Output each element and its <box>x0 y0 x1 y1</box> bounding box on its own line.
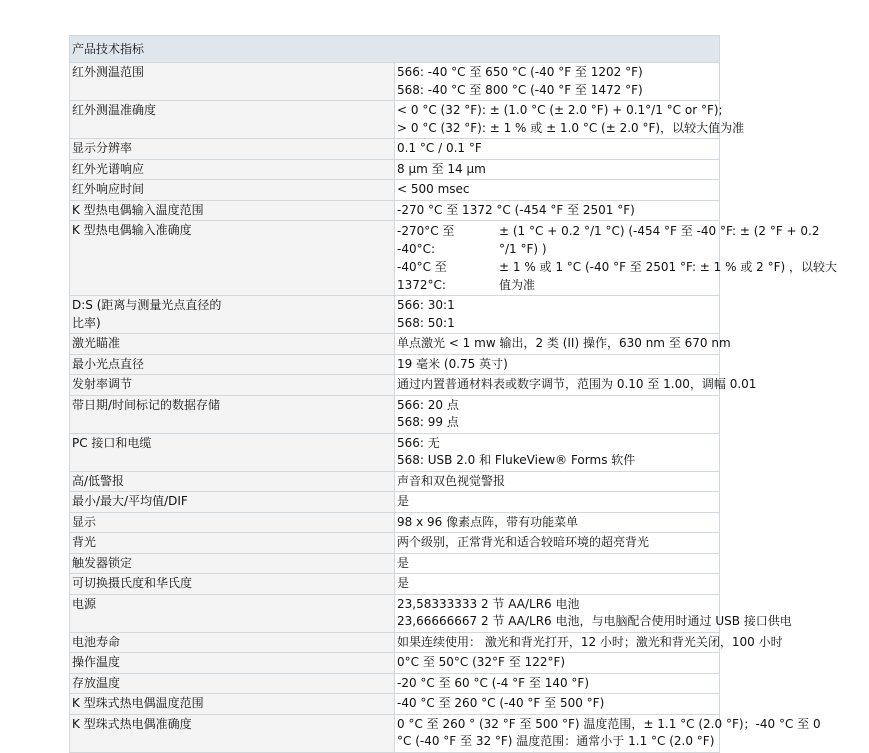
spec-label: PC 接口和电缆 <box>72 435 152 450</box>
table-row <box>70 574 720 595</box>
spec-label: K 型珠式热电偶准确度 <box>72 716 192 731</box>
spec-label: 最小/最大/平均值/DIF <box>72 494 188 508</box>
spec-label-cell <box>70 694 395 715</box>
table-row <box>70 632 720 653</box>
spec-value-cell <box>395 653 720 674</box>
table-row <box>70 492 720 513</box>
spec-value: -40 °C 至 260 °C (-40 °F 至 500 °F) <box>397 696 605 710</box>
spec-value-cell <box>395 334 731 355</box>
spec-value: 566: 20 点 <box>397 397 459 412</box>
spec-label: 最小光点直径 <box>72 356 145 371</box>
spec-label-cell <box>70 200 395 221</box>
spec-value-cell <box>395 533 720 554</box>
spec-value-cell <box>395 139 720 160</box>
spec-value: 0.1 °C / 0.1 °F <box>397 141 482 155</box>
spec-value-cell <box>395 694 720 715</box>
spec-label: 背光 <box>72 535 97 549</box>
spec-label-cell <box>70 471 395 492</box>
spec-label: 红外测温准确度 <box>72 103 157 117</box>
spec-label: 高/低警报 <box>72 473 125 488</box>
table-row <box>70 673 720 694</box>
spec-value-cell <box>395 101 745 139</box>
spec-range-value: ± (1 °C + 0.2 °/1 °C) (-454 °F 至 -40 °F: ± (2 °F + 0.2 <box>499 224 820 238</box>
spec-label-cell <box>70 533 395 554</box>
spec-value: 566: 无 <box>397 435 440 450</box>
spec-label-cell <box>70 221 395 296</box>
spec-label: K 型热电偶输入温度范围 <box>72 202 204 217</box>
table-row <box>70 180 720 201</box>
spec-label-cell <box>70 512 395 533</box>
spec-value: 568: -40 °C 至 800 °C (-40 °F 至 1472 °F) <box>397 82 643 97</box>
spec-label: 红外测温范围 <box>72 65 145 79</box>
table-row <box>70 714 720 752</box>
spec-value-cell <box>395 221 837 296</box>
spec-label: D:S (距离与测量光点直径的 <box>72 298 222 312</box>
spec-label-cell <box>70 180 395 201</box>
spec-label-cell <box>70 139 395 160</box>
spec-label-cell <box>70 375 395 396</box>
spec-value-cell <box>395 471 720 492</box>
spec-value: 单点激光 < 1 mw 输出，2 类 (II) 操作，630 nm 至 670 nm <box>397 336 731 350</box>
spec-value: 如果连续使用： 激光和背光打开，12 小时；激光和背光关闭，100 小时 <box>397 634 783 649</box>
table-row <box>70 221 720 296</box>
spec-label-cell <box>70 101 395 139</box>
spec-label-cell <box>70 594 395 632</box>
spec-value-cell <box>395 63 720 101</box>
spec-label: 电源 <box>72 596 97 611</box>
table-row <box>70 512 720 533</box>
spec-label: 红外光谱响应 <box>72 161 145 176</box>
table-row <box>70 139 720 160</box>
spec-value-cell <box>395 375 757 396</box>
spec-value-cell <box>395 673 720 694</box>
spec-label: 显示分辨率 <box>72 141 133 155</box>
table-row <box>70 375 720 396</box>
spec-label: 电池寿命 <box>72 634 121 649</box>
spec-value: 声音和双色视觉警报 <box>397 473 506 488</box>
spec-label: 带日期/时间标记的数据存储 <box>72 397 221 412</box>
spec-value-cell <box>395 433 720 471</box>
spec-value: 是 <box>397 494 410 508</box>
spec-value: -20 °C 至 60 °C (-4 °F 至 140 °F) <box>397 675 589 690</box>
spec-label-cell <box>70 492 395 513</box>
table-row <box>70 63 720 101</box>
table-row <box>70 553 720 574</box>
table-row <box>70 334 720 355</box>
spec-range-value: ± 1 % 或 1 °C (-40 °F 至 2501 °F: ± 1 % 或 2 °F) ，以较大 <box>499 260 837 274</box>
spec-value-cell <box>395 574 720 595</box>
spec-label-cell <box>70 354 395 375</box>
spec-label-cell <box>70 632 395 653</box>
spec-value: 是 <box>397 576 410 590</box>
spec-range-label: -40°C: <box>397 242 436 256</box>
spec-label-cell <box>70 433 395 471</box>
spec-label-cell <box>70 395 395 433</box>
table-row <box>70 296 720 334</box>
spec-value-cell <box>395 180 720 201</box>
spec-value: °C (-40 °F 至 32 °F) 温度范围：通常小于 1.1 °C (2.0 °F) <box>397 734 715 748</box>
table-row <box>70 433 720 471</box>
spec-value: -270 °C 至 1372 °C (-454 °F 至 2501 °F) <box>397 202 635 217</box>
table-header: 产品技术指标 <box>70 36 720 63</box>
spec-value: 8 μm 至 14 μm <box>397 161 486 176</box>
spec-value-cell <box>395 395 720 433</box>
spec-range-value: 值为准 <box>499 278 536 292</box>
spec-label: 显示 <box>72 514 97 529</box>
spec-label-cell <box>70 334 395 355</box>
spec-value-cell <box>395 159 720 180</box>
spec-value-cell <box>395 512 720 533</box>
spec-value-cell <box>395 714 821 752</box>
spec-value: 0 °C 至 260 ° (32 °F 至 500 °F) 温度范围，± 1.1 °C (2.0 °F)；-40 °C 至 0 <box>397 716 821 731</box>
table-row <box>70 354 720 375</box>
spec-value: < 0 °C (32 °F): ± (1.0 °C (± 2.0 °F) + 0.1°/1 °C or °F); <box>397 103 723 117</box>
spec-value-cell <box>395 492 720 513</box>
spec-label: 操作温度 <box>72 655 121 669</box>
spec-label: 发射率调节 <box>72 377 133 391</box>
spec-value: 23,58333333 2 节 AA/LR6 电池 <box>397 596 580 611</box>
spec-value: 568: 50:1 <box>397 315 455 330</box>
table-row <box>70 694 720 715</box>
spec-label: 激光瞄准 <box>72 336 121 350</box>
spec-label-cell <box>70 574 395 595</box>
spec-label: 存放温度 <box>72 675 121 690</box>
spec-value: 568: USB 2.0 和 FlukeView® Forms 软件 <box>397 453 636 467</box>
spec-value: 566: 30:1 <box>397 298 455 312</box>
spec-value: 568: 99 点 <box>397 415 459 429</box>
table-header-row <box>70 36 720 63</box>
spec-value-cell <box>395 553 720 574</box>
spec-label-cell <box>70 553 395 574</box>
spec-range-label: -40°C 至 <box>397 260 447 274</box>
spec-value: 566: -40 °C 至 650 °C (-40 °F 至 1202 °F) <box>397 65 643 79</box>
spec-label: 比率) <box>72 315 101 330</box>
spec-value: 0°C 至 50°C (32°F 至 122°F) <box>397 655 566 669</box>
spec-label: K 型珠式热电偶温度范围 <box>72 696 204 710</box>
table-row <box>70 159 720 180</box>
spec-value-grid <box>397 222 837 294</box>
spec-value-cell <box>395 632 783 653</box>
table-row <box>70 471 720 492</box>
spec-value: 19 毫米 (0.75 英寸) <box>397 356 508 371</box>
spec-label-cell <box>70 653 395 674</box>
spec-range-label: -270°C 至 <box>397 224 455 238</box>
spec-table <box>69 35 837 753</box>
spec-value-cell <box>395 296 720 334</box>
spec-value-cell <box>395 200 720 221</box>
spec-range-value: °/1 °F) ) <box>499 242 547 256</box>
spec-range-label: 1372°C: <box>397 278 446 292</box>
spec-label: 红外响应时间 <box>72 182 145 196</box>
spec-label-cell <box>70 159 395 180</box>
table-row <box>70 594 720 632</box>
spec-value: < 500 msec <box>397 182 470 196</box>
spec-value: 通过内置普通材料表或数字调节，范围为 0.10 至 1.00，调幅 0.01 <box>397 377 757 391</box>
spec-value: 是 <box>397 555 410 570</box>
spec-label: 触发器锁定 <box>72 555 133 570</box>
spec-value: 98 x 96 像素点阵，带有功能菜单 <box>397 514 579 529</box>
spec-label-cell <box>70 296 395 334</box>
spec-label: K 型热电偶输入准确度 <box>72 223 192 237</box>
spec-label-cell <box>70 673 395 694</box>
spec-value-cell <box>395 354 720 375</box>
table-row <box>70 200 720 221</box>
table-row <box>70 653 720 674</box>
spec-value: > 0 °C (32 °F): ± 1 % 或 ± 1.0 °C (± 2.0 °F)，以较大值为准 <box>397 120 745 135</box>
table-row <box>70 533 720 554</box>
spec-table-body <box>70 36 837 753</box>
spec-value: 两个级别，正常背光和适合较暗环境的超亮背光 <box>397 535 650 549</box>
spec-label: 可切换摄氏度和华氏度 <box>72 576 193 590</box>
table-row <box>70 101 720 139</box>
spec-label-cell <box>70 714 395 752</box>
spec-label-cell <box>70 63 395 101</box>
spec-value-cell <box>395 594 792 632</box>
table-row <box>70 395 720 433</box>
spec-value: 23,66666667 2 节 AA/LR6 电池，与电脑配合使用时通过 USB 接口供电 <box>397 614 792 628</box>
